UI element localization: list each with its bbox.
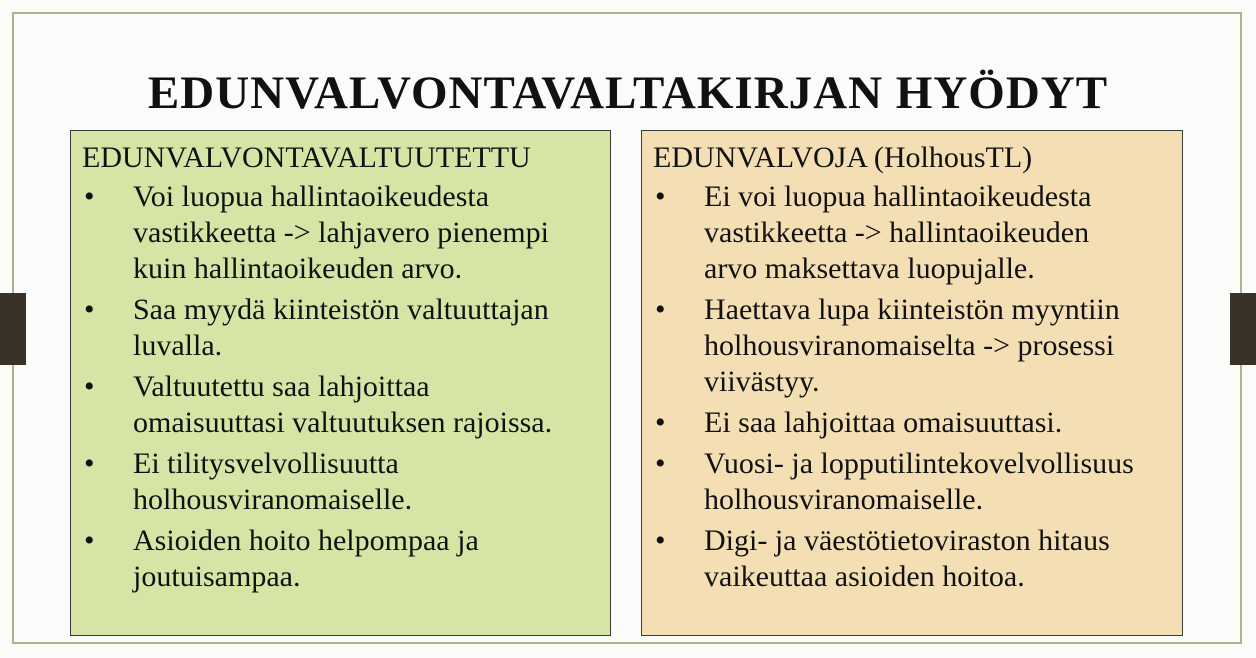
list-item bbox=[642, 405, 1182, 441]
list-item-line: viivästyy. bbox=[704, 365, 820, 398]
left-bullet-list bbox=[71, 179, 610, 600]
bullet-icon: • bbox=[84, 524, 95, 557]
bullet-icon: • bbox=[655, 447, 666, 480]
bullet-icon: • bbox=[655, 406, 666, 439]
right-box-heading: EDUNVALVOJA (HolhousTL) bbox=[653, 141, 1033, 174]
list-item-line: holhousviranomaiselta -> prosessi bbox=[704, 329, 1115, 362]
list-item bbox=[642, 523, 1182, 595]
list-item-line: Haettava lupa kiinteistön myyntiin bbox=[704, 293, 1120, 326]
list-item bbox=[642, 446, 1182, 518]
list-item bbox=[71, 446, 610, 518]
list-item-line: Vuosi- ja lopputilintekovelvollisuus bbox=[704, 447, 1134, 480]
list-item-line: Ei voi luopua hallintaoikeudesta bbox=[704, 180, 1092, 213]
bullet-icon: • bbox=[84, 447, 95, 480]
bullet-icon: • bbox=[84, 180, 95, 213]
slide-title: EDUNVALVONTAVALTAKIRJAN HYÖDYT bbox=[147, 67, 1109, 119]
list-item-line: holhousviranomaiselle. bbox=[133, 483, 413, 516]
list-item-line: Saa myydä kiinteistön valtuuttajan bbox=[133, 293, 549, 326]
bullet-icon: • bbox=[655, 524, 666, 557]
list-item-line: arvo maksettava luopujalle. bbox=[704, 252, 1035, 285]
list-item-line: Ei tilitysvelvollisuutta bbox=[133, 447, 399, 480]
list-item bbox=[642, 292, 1182, 400]
bullet-icon: • bbox=[84, 293, 95, 326]
left-box-authorized-person bbox=[70, 130, 611, 636]
list-item bbox=[71, 292, 610, 364]
left-box-heading: EDUNVALVONTAVALTUUTETTU bbox=[82, 141, 531, 174]
list-item bbox=[71, 523, 610, 595]
list-item-line: Digi- ja väestötietoviraston hitaus bbox=[704, 524, 1110, 557]
list-item-line: kuin hallintaoikeuden arvo. bbox=[133, 252, 463, 285]
right-tab-marker bbox=[1230, 293, 1256, 365]
bullet-icon: • bbox=[84, 370, 95, 403]
bullet-icon: • bbox=[655, 293, 666, 326]
list-item bbox=[71, 369, 610, 441]
bullet-icon: • bbox=[655, 180, 666, 213]
list-item-line: omaisuuttasi valtuutuksen rajoissa. bbox=[133, 406, 553, 439]
list-item-line: vastikkeetta -> lahjavero pienempi bbox=[133, 216, 549, 249]
list-item-line: Asioiden hoito helpompaa ja bbox=[133, 524, 479, 557]
list-item bbox=[71, 179, 610, 287]
right-box-guardian bbox=[641, 130, 1183, 636]
list-item-line: Voi luopua hallintaoikeudesta bbox=[133, 180, 490, 213]
list-item-line: holhousviranomaiselle. bbox=[704, 483, 984, 516]
list-item-line: joutuisampaa. bbox=[133, 560, 301, 593]
list-item-line: vastikkeetta -> hallintaoikeuden bbox=[704, 216, 1090, 249]
list-item-line: Ei saa lahjoittaa omaisuuttasi. bbox=[704, 406, 1063, 439]
right-bullet-list bbox=[642, 179, 1182, 600]
list-item-line: Valtuutettu saa lahjoittaa bbox=[133, 370, 430, 403]
left-tab-marker bbox=[0, 293, 26, 365]
list-item-line: vaikeuttaa asioiden hoitoa. bbox=[704, 560, 1025, 593]
list-item bbox=[642, 179, 1182, 287]
list-item-line: luvalla. bbox=[133, 329, 223, 362]
